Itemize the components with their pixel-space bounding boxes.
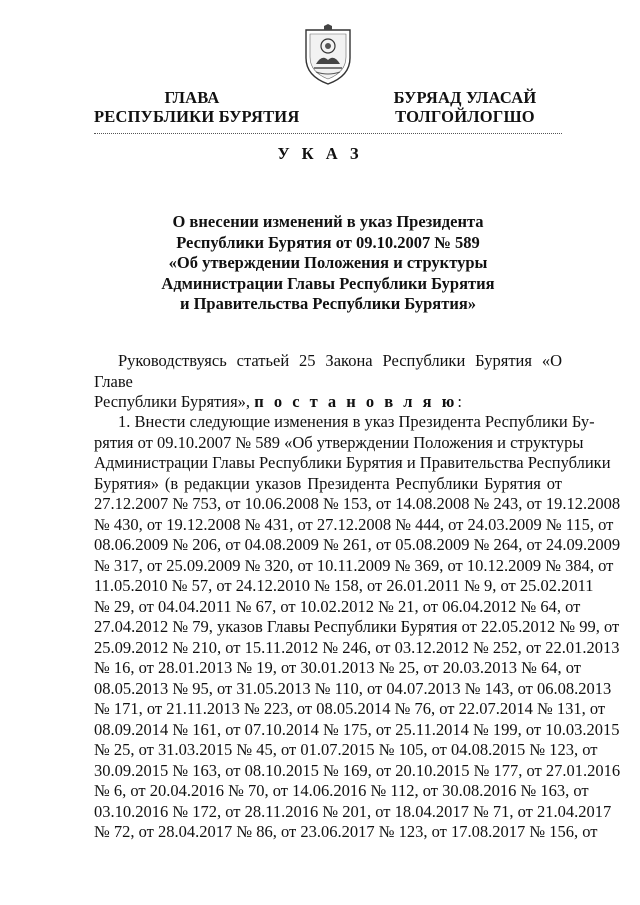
body-line: рятия от 09.10.2007 № 589 «Об утверждении Положения и структуры (94, 432, 584, 452)
document-type: У К А З (277, 144, 363, 163)
title-line: и Правительства Республики Бурятия» (179, 294, 477, 313)
body-line: 03.10.2016 № 172, от 28.11.2016 № 201, от 18.04.2017 № 71, от 21.04.2017 (94, 801, 612, 821)
decree-body (94, 412, 621, 843)
body-line: 08.05.2013 № 95, от 31.05.2013 № 110, от 04.07.2013 № 143, от 06.08.2013 (94, 678, 612, 698)
decree-word: п о с т а н о в л я ю (254, 392, 458, 411)
preamble-line2 (94, 392, 562, 413)
title-line: «Об утверждении Положения и структуры (168, 253, 488, 272)
title-line: Администрации Главы Республики Бурятия (161, 273, 495, 293)
header-right-line1: БУРЯАД УЛАСАЙ (393, 88, 537, 107)
header-divider (94, 133, 562, 134)
body-line: № 29, от 04.04.2011 № 67, от 10.02.2012 № 21, от 06.04.2012 № 64, от (94, 596, 581, 616)
title-line: О внесении изменений в указ Президента (172, 212, 484, 231)
header-right-line2: ТОЛГОЙЛОГШО (395, 107, 535, 126)
body-line: 11.05.2010 № 57, от 24.12.2010 № 158, от 26.01.2011 № 9, от 25.02.2011 (94, 576, 594, 595)
header-left-line2: РЕСПУБЛИКИ БУРЯТИЯ (94, 107, 300, 126)
body-line: № 72, от 28.04.2017 № 86, от 23.06.2017 № 123, от 17.08.2017 № 156, от (94, 822, 598, 841)
preamble-prefix: Республики Бурятия», (94, 392, 251, 411)
body-line: Бурятия» (в редакции указов Президента Республики Бурятия от (94, 473, 562, 493)
preamble (94, 351, 562, 413)
header-right (380, 88, 550, 126)
body-line: № 6, от 20.04.2016 № 70, от 14.06.2016 № 112, от 30.08.2016 № 163, от (94, 781, 589, 800)
body-line: № 25, от 31.03.2015 № 45, от 01.07.2015 № 105, от 04.08.2015 № 123, от (94, 740, 598, 759)
header-left (94, 88, 300, 126)
preamble-line1: Руководствуясь статьей 25 Закона Республики Бурятия «О Главе (94, 351, 562, 391)
body-line: Администрации Главы Республики Бурятия и Правительства Республики (94, 453, 611, 472)
body-line: 27.12.2007 № 753, от 10.06.2008 № 153, от 14.08.2008 № 243, от 19.12.2008 (94, 494, 621, 513)
document-title (94, 212, 562, 315)
body-line: 08.09.2014 № 161, от 07.10.2014 № 175, от 25.11.2014 № 199, от 10.03.2015 (94, 719, 620, 739)
title-line: Республики Бурятия от 09.10.2007 № 589 (176, 232, 480, 252)
body-line: 27.04.2012 № 79, указов Главы Республики Бурятия от 22.05.2012 № 99, от (94, 617, 620, 636)
preamble-suffix: : (457, 392, 462, 411)
body-line: № 430, от 19.12.2008 № 431, от 27.12.2008 № 444, от 24.03.2009 № 115, от (94, 514, 614, 534)
body-line: № 16, от 28.01.2013 № 19, от 30.01.2013 № 25, от 20.03.2013 № 64, от (94, 658, 581, 677)
body-line: 30.09.2015 № 163, от 08.10.2015 № 169, от 20.10.2015 № 177, от 27.01.2016 (94, 760, 621, 780)
body-line: № 171, от 21.11.2013 № 223, от 08.05.2014 № 76, от 22.07.2014 № 131, от (94, 699, 606, 718)
body-line: 25.09.2012 № 210, от 15.11.2012 № 246, от 03.12.2012 № 252, от 22.01.2013 (94, 637, 620, 657)
coat-of-arms-emblem (302, 24, 354, 86)
body-line: 1. Внести следующие изменения в указ Президента Республики Бу- (118, 412, 595, 431)
header-left-line1: ГЛАВА (164, 88, 220, 107)
body-line: № 317, от 25.09.2009 № 320, от 10.11.2009 № 369, от 10.12.2009 № 384, от (94, 555, 614, 575)
body-line: 08.06.2009 № 206, от 04.08.2009 № 261, от 05.08.2009 № 264, от 24.09.2009 (94, 535, 621, 554)
